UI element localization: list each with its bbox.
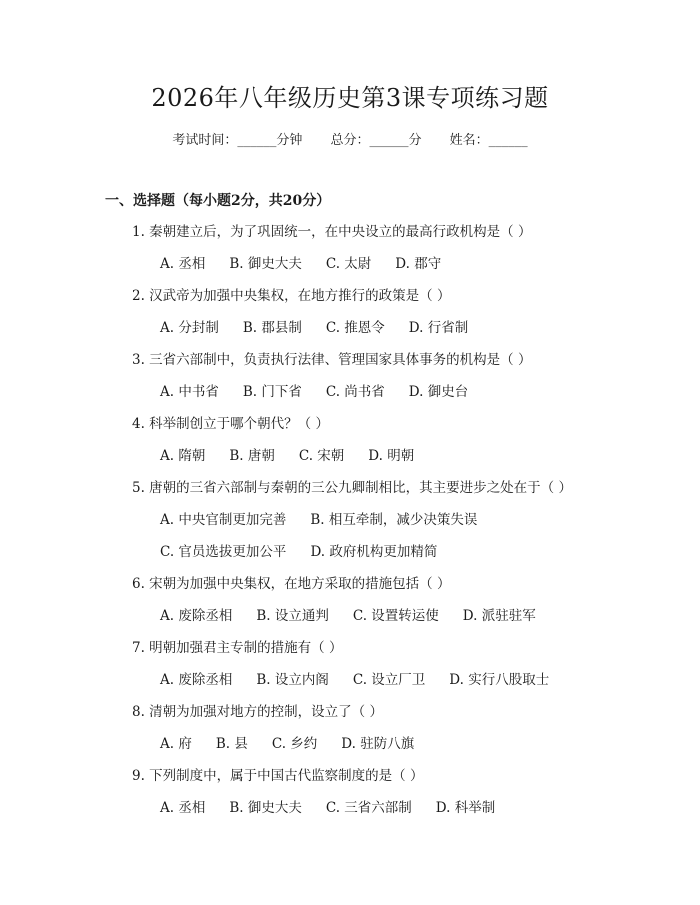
option: C. 尚书省	[325, 384, 385, 400]
option: B. 御史大夫	[229, 256, 302, 272]
question-text: 1. 秦朝建立后，为了巩固统一，在中央设立的最高行政机构是（ ）	[132, 224, 532, 240]
question-text: 5. 唐朝的三省六部制与秦朝的三公九卿制相比，其主要进步之处在于（ ）	[132, 480, 572, 496]
option: A. 府	[160, 736, 192, 752]
student-name-label: 姓名：______	[449, 133, 528, 148]
options-row	[160, 446, 438, 466]
total-score-label: 总分：______分	[330, 133, 422, 148]
question-text: 9. 下列制度中，属于中国古代监察制度的是（ ）	[132, 768, 424, 784]
option: C. 宋朝	[298, 448, 345, 464]
option: B. 设立通判	[256, 608, 329, 624]
option: A. 废除丞相	[160, 672, 233, 688]
option: B. 设立内阁	[256, 672, 329, 688]
option: A. 丞相	[160, 800, 206, 816]
option: B. 郡县制	[242, 320, 302, 336]
option: D. 明朝	[368, 448, 415, 464]
options-row	[160, 542, 461, 562]
option: A. 丞相	[160, 256, 206, 272]
option: D. 科举制	[435, 800, 496, 816]
option: D. 行省制	[408, 320, 469, 336]
question-text: 3. 三省六部制中，负责执行法律、管理国家具体事务的机构是（ ）	[132, 352, 532, 368]
option: C. 官员选拔更加公平	[160, 544, 287, 560]
option: D. 实行八股取士	[449, 672, 550, 688]
option: C. 设置转运使	[352, 608, 439, 624]
question-text: 7. 明朝加强君主专制的措施有（ ）	[132, 640, 343, 656]
option: A. 中书省	[160, 384, 219, 400]
page-title: 2026年八年级历史第3课专项练习题	[151, 84, 549, 112]
option: B. 门下省	[242, 384, 302, 400]
option: A. 中央官制更加完善	[160, 512, 287, 528]
option: C. 乡约	[271, 736, 318, 752]
options-row	[160, 510, 501, 530]
option: B. 县	[215, 736, 248, 752]
options-row	[160, 670, 573, 690]
option: C. 三省六部制	[325, 800, 412, 816]
option: B. 唐朝	[229, 448, 275, 464]
option: B. 相互牵制，减少决策失误	[310, 512, 478, 528]
option: A. 隋朝	[160, 448, 206, 464]
option: A. 分封制	[160, 320, 219, 336]
exam-info	[0, 131, 700, 151]
section-title: 一、选择题（每小题2分，共20分）	[105, 193, 331, 209]
option: D. 政府机构更加精简	[310, 544, 438, 560]
question-text: 8. 清朝为加强对地方的控制，设立了（ ）	[132, 704, 383, 720]
options-row	[160, 798, 519, 818]
options-row	[160, 254, 465, 274]
option: C. 设立厂卫	[352, 672, 426, 688]
option: D. 郡守	[395, 256, 442, 272]
option: C. 推恩令	[325, 320, 385, 336]
option: D. 御史台	[408, 384, 469, 400]
question-text: 2. 汉武帝为加强中央集权，在地方推行的政策是（ ）	[132, 288, 451, 304]
question-text: 4. 科举制创立于哪个朝代？（ ）	[132, 416, 329, 432]
option: D. 驻防八旗	[341, 736, 415, 752]
option: B. 御史大夫	[229, 800, 302, 816]
options-row	[160, 382, 492, 402]
question-text: 6. 宋朝为加强中央集权，在地方采取的措施包括（ ）	[132, 576, 451, 592]
options-row	[160, 606, 560, 626]
option: C. 太尉	[325, 256, 372, 272]
exam-time-label: 考试时间：______分钟	[172, 133, 303, 148]
option: D. 派驻驻军	[462, 608, 536, 624]
options-row	[160, 734, 438, 754]
option: A. 废除丞相	[160, 608, 233, 624]
options-row	[160, 318, 492, 338]
